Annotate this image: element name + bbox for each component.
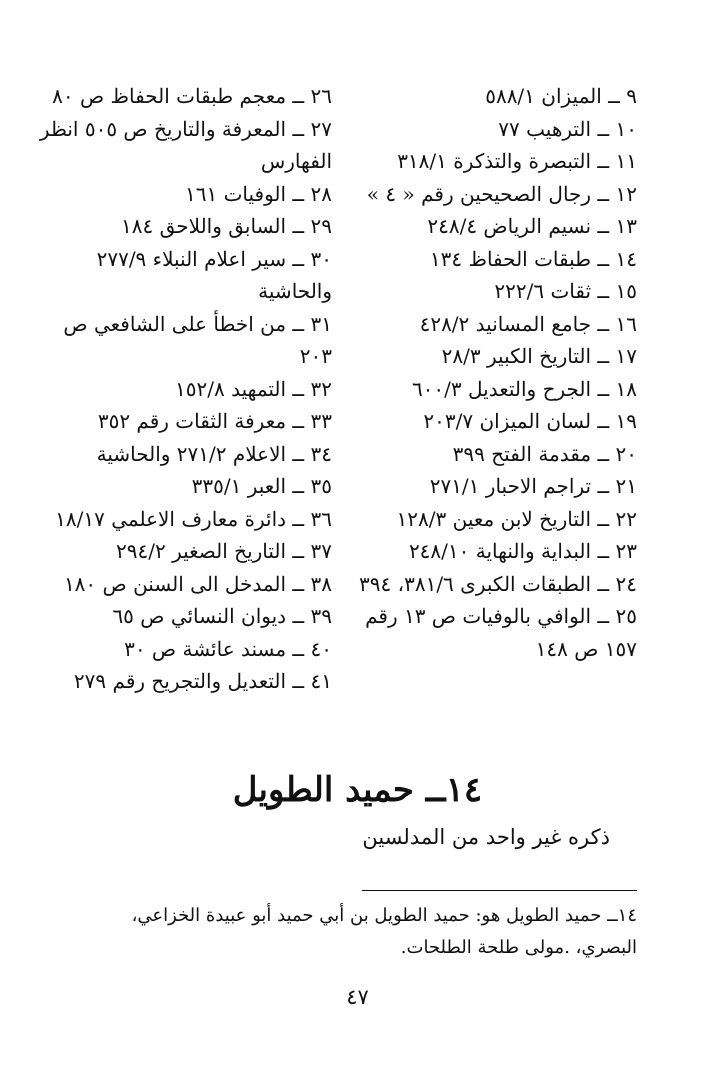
reference-entry: ١٠ ــ الترهيب ٧٧ bbox=[498, 116, 637, 141]
reference-entry: ١٣ ــ نسيم الرياض ٢٤٨/٤ bbox=[427, 214, 637, 238]
reference-entry: ٩ ــ الميزان ٥٨٨/١ bbox=[485, 84, 637, 108]
reference-entry: ١١ ــ التبصرة والتذكرة ٣١٨/١ bbox=[397, 149, 637, 173]
page-number: ٤٧ bbox=[346, 985, 369, 1009]
reference-entry: ٢٤ ــ الطبقات الكبرى ٣٨١/٦، ٣٩٤ bbox=[359, 571, 637, 596]
reference-entry: ٣٩ ــ ديوان النسائي ص ٦٥ bbox=[112, 604, 332, 628]
section-heading: ١٤ــ حميد الطويل bbox=[232, 770, 483, 810]
reference-entry: ١٦ ــ جامع المسانيد ٤٢٨/٢ bbox=[419, 311, 637, 336]
reference-entry: ٣٢ ــ التمهيد ١٥٢/٨ bbox=[175, 376, 332, 401]
footnote-text: ١٤ــ حميد الطويل هو: حميد الطويل بن أبي حميد أبو عبيدة الخزاعي، البصري، .مولى طلحة الطلحات. bbox=[131, 905, 637, 958]
reference-entry: ٣٥ ــ العبر ٣٣٥/١ bbox=[191, 474, 332, 498]
reference-entry: ١٥ ــ ثقات ٢٢٢/٦ bbox=[494, 279, 637, 303]
reference-entry: ٢٩ ــ السابق واللاحق ١٨٤ bbox=[121, 214, 332, 238]
reference-entry: ٢١ ــ تراجم الاحبار ٢٧١/١ bbox=[429, 474, 637, 498]
reference-entry: ١٢ ــ رجال الصحيحين رقم « ٤ » bbox=[366, 181, 637, 206]
reference-entry: ١٧ ــ التاريخ الكبير ٢٨/٣ bbox=[441, 344, 637, 368]
reference-entry: ١٩ ــ لسان الميزان ٢٠٣/٧ bbox=[423, 409, 637, 433]
footnote-divider bbox=[362, 890, 637, 891]
reference-entry: ٣٦ ــ دائرة معارف الاعلمي ١٨/١٧ bbox=[55, 506, 332, 531]
reference-list-left-column bbox=[27, 80, 332, 698]
reference-entry: ٢٦ ــ معجم طبقات الحفاظ ص ٨٠ bbox=[52, 84, 332, 108]
reference-entry: ٣٤ ــ الاعلام ٢٧١/٢ والحاشية bbox=[96, 441, 332, 466]
reference-entry: ٤٠ ــ مسند عائشة ص ٣٠ bbox=[124, 636, 332, 661]
reference-entry: ٢٣ ــ البداية والنهاية ٢٤٨/١٠ bbox=[408, 539, 637, 563]
reference-entry: ٤١ ــ التعديل والتجريح رقم ٢٧٩ bbox=[73, 669, 332, 693]
reference-entry: ٣٣ ــ معرفة الثقات رقم ٣٥٢ bbox=[97, 409, 332, 433]
reference-entry: ٢٥ ــ الوافي بالوفيات ص ١٣ رقم ١٥٧ ص ١٤٨ bbox=[365, 604, 637, 661]
reference-entry: ٣٨ ــ المدخل الى السنن ص ١٨٠ bbox=[63, 571, 332, 596]
reference-entry: ٣٧ ــ التاريخ الصغير ٢٩٤/٢ bbox=[116, 539, 332, 563]
reference-entry: ٢٧ ــ المعرفة والتاريخ ص ٥٠٥ انظر الفهارس bbox=[39, 116, 332, 173]
reference-entry: ١٤ ــ طبقات الحفاظ ١٣٤ bbox=[429, 246, 637, 271]
reference-entry: ٢٠ ــ مقدمة الفتح ٣٩٩ bbox=[452, 441, 637, 466]
reference-list-right-column bbox=[352, 80, 637, 665]
reference-entry: ٣١ ــ من اخطأ على الشافعي ص ٢٠٣ bbox=[63, 311, 332, 368]
reference-entry: ٢٢ ــ التاريخ لابن معين ١٢٨/٣ bbox=[396, 506, 637, 531]
reference-entry: ٢٨ ــ الوفيات ١٦١ bbox=[184, 181, 332, 206]
reference-entry: ١٨ ــ الجرح والتعديل ٦٠٠/٣ bbox=[411, 376, 637, 401]
reference-entry: ٣٠ ــ سير اعلام النبلاء ٢٧٧/٩ والحاشية bbox=[96, 246, 332, 303]
section-note: ذكره غير واحد من المدلسين bbox=[362, 825, 610, 849]
